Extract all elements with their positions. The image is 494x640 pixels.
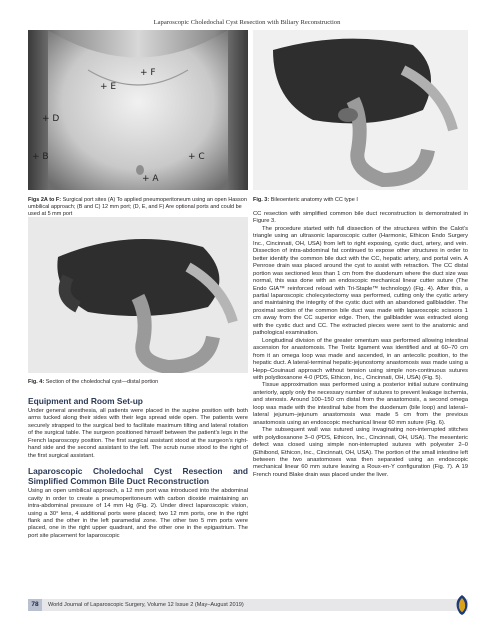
- figure-3-caption: Fig. 3: Bileoenteric anatomy with CC type I: [253, 197, 358, 203]
- figure-bileoenteric-anatomy: [253, 30, 468, 190]
- figure-2-caption: Figs 2A to F: Surgical port sites (A) To applied pneumoperitoneum using an open Hasson umbilical approach; (B and C) 12 mm port; (D, E, and F) Are optional ports and could be used at 5 mm port: [28, 197, 247, 218]
- heading-equipment: Equipment and Room Set-up: [28, 396, 143, 406]
- paragraph-r3: Longitudinal division of the greater omentum was performed allowing intestinal ascension for anastomosis. The Treitz ligament was identified and at 60–70 cm from it an omega loop was made and ascended, in an antecolic position, to the hepatic duct. A lateral-terminal hepatic-jejunostomy anastomosis was made using a Hepp–Couinaud approach without tension using simple non-continuous sutures with polydioxanone 4-0 (PDS, Ethicon, Inc., Cincinnati, OH, USA) (Fig. 5).: [253, 337, 468, 381]
- left-column: [28, 396, 248, 540]
- port-marker-d: + D: [42, 114, 60, 124]
- heading-resection: Laparoscopic Choledochal Cyst Resection and Simplified Common Bile Duct Reconstruction: [28, 466, 248, 487]
- figure-4-caption: Fig. 4: Section of the choledochal cyst—distal portion: [28, 379, 159, 385]
- port-marker-a: + A: [142, 174, 159, 184]
- running-header: Laparoscopic Choledochal Cyst Resection with Biliary Reconstruction: [153, 19, 341, 26]
- port-marker-f: + F: [140, 68, 156, 78]
- port-marker-b: + B: [32, 152, 49, 162]
- paragraph-resection: Using an open umbilical approach, a 12 mm port was introduced into the abdominal cavity in order to create a pneumoperitoneum with carbon dioxide maintaining an intra-abdominal pressure of 14 mm Hg (Fig. 2). Under direct laparoscopic vision, using a 30° lens, 4 additional ports were placed; two 12 mm ports, one in the right flank and the other in the left paramedial zone. The other two 5 mm ports were placed, one in the right upper quadrant, and the other one in the epigastrium. The port site placement for laparoscopic: [28, 488, 248, 539]
- page-number: 78: [28, 599, 42, 611]
- figure-port-sites: [28, 30, 248, 190]
- cyst-illustration: [28, 217, 248, 373]
- figure-cyst-section: [28, 217, 248, 373]
- journal-citation: World Journal of Laparoscopic Surgery, Volume 12 Issue 2 (May–August 2019): [48, 602, 244, 608]
- anatomy-illustration: [253, 30, 468, 190]
- port-marker-c: + C: [188, 152, 205, 162]
- paragraph-r2: The procedure started with full dissection of the structures within the Calot’s triangle using an ultrasonic laparoscopic cutter (Harmonic, Ethicon Endo Surgery Inc., Cincinnati, OH, USA) from left to right exposing, cystic duct, artery, and vein. Dissection of intra-abdominal fat continued to expose other structures in order to better identify the common bile duct with the CC, hepatic artery, and portal vein. A Penrose drain was placed around the cyst to assist with retraction. The CC distal portion was sectioned less than 1 cm from the duodenum where the duct size was normal, this was done with an endoscopic mechanical linear cutter suture (The Endo GIA™ reinforced reload with Tri-Staple™ technology) (Fig. 4). After this, a partial laparoscopic cholecystectomy was performed, cutting only the cystic artery and maintaining the integrity of the cystic duct with an abandoned gallbladder. The proximal section of the common bile duct was made with laparoscopic scissors 1 cm away from the CC superior edge. Then, the gallbladder was extracted along with the cystic duct and CC. The extracted pieces were sent to the anatomic and pathological examination.: [253, 225, 468, 337]
- paragraph-r1: CC resection with simplified common bile duct reconstruction is demonstrated in Figure 3.: [253, 211, 468, 225]
- port-marker-e: + E: [100, 82, 117, 92]
- paragraph-equipment: Under general anesthesia, all patients were placed in the supine position with both arms tucked along their sides with their legs spread wide open. The patients were securely strapped to the surgical bed to facilitate maximum tilting and lateral rotation of the surgical table. The surgeon positioned himself between the patient’s legs in the French laparoscopy position. The first surgical assistant stood at the surgeon’s right-hand side and the second assistant to the left. The scrub nurse stood to the right of the first surgical assistant.: [28, 408, 248, 459]
- abdomen-illustration: [28, 30, 248, 190]
- paragraph-r5: The subsequent wall was sutured using invaginating non-interrupted stitches with polydioxanone 3–0 (PDS, Ethicon, Inc., Cincinnati, OH, USA). The mesenteric defect was closed using simple non-interrupted sutures with polyester 2–0 (Ethibond, Ethicon, Inc., Cincinnati, OH, USA). The portion of the small intestine left between the two anastomoses was then separated using an endoscopic mechanical linear 60 mm suture leaving a Roux-en-Y configuration (Fig. 7). A 19 French round Blake drain was placed under the liver.: [253, 427, 468, 478]
- paragraph-r4: Tissue approximation was performed using a posterior initial suture continuing anteriorly, apply only the necessary number of sutures to prevent leakage ischemia, and stenosis. Around 100–150 cm distal from the anastomosis, a second omega loop was made with the intestinal tube from the duodenum (bile loop) and lateral–lateral jejunum–jejunum anastomosis was made 5 cm from the previous anastomosis using an endoscopic mechanical linear 60 mm suture (Fig. 6).: [253, 382, 468, 426]
- publisher-logo-icon: [453, 594, 471, 616]
- right-column: [253, 211, 468, 479]
